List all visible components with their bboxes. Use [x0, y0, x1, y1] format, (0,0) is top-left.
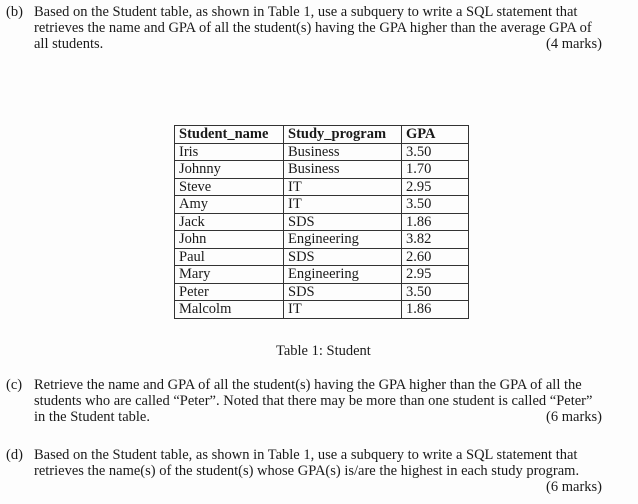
cell-gpa: 1.86	[402, 301, 469, 319]
cell-study-program: IT	[284, 301, 402, 319]
cell-student-name: Iris	[175, 143, 284, 161]
cell-gpa: 2.95	[402, 178, 469, 196]
cell-study-program: Business	[284, 161, 402, 179]
cell-gpa: 1.70	[402, 161, 469, 179]
table-row	[175, 266, 469, 284]
cell-study-program: SDS	[284, 213, 402, 231]
cell-gpa: 1.86	[402, 213, 469, 231]
table-caption: Table 1: Student	[276, 343, 371, 359]
question-text: Retrieve the name and GPA of all the student(s) having the GPA higher than the GPA of all the students who are called “Peter”. Noted that there may be more than one student is called “Peter” in the Student table.	[34, 377, 593, 425]
question-label: (c)	[6, 377, 23, 393]
table-row	[175, 161, 469, 179]
cell-student-name: Johnny	[175, 161, 284, 179]
question-marks: (4 marks)	[546, 36, 602, 52]
question-marks: (6 marks)	[546, 409, 602, 425]
cell-student-name: Malcolm	[175, 301, 284, 319]
question-label: (d)	[6, 447, 23, 463]
cell-gpa: 3.50	[402, 143, 469, 161]
cell-student-name: Jack	[175, 213, 284, 231]
table-header-row	[175, 126, 469, 144]
cell-student-name: John	[175, 231, 284, 249]
cell-study-program: IT	[284, 196, 402, 214]
header-study-program: Study_program	[284, 126, 402, 144]
cell-study-program: Engineering	[284, 231, 402, 249]
table-row	[175, 231, 469, 249]
table-row	[175, 178, 469, 196]
table-row	[175, 143, 469, 161]
cell-study-program: SDS	[284, 283, 402, 301]
question-marks: (6 marks)	[546, 479, 602, 495]
cell-student-name: Amy	[175, 196, 284, 214]
question-label: (b)	[6, 4, 23, 20]
table-row	[175, 283, 469, 301]
cell-gpa: 2.60	[402, 248, 469, 266]
cell-student-name: Mary	[175, 266, 284, 284]
cell-gpa: 3.50	[402, 283, 469, 301]
cell-gpa: 3.82	[402, 231, 469, 249]
cell-student-name: Peter	[175, 283, 284, 301]
cell-study-program: IT	[284, 178, 402, 196]
table-row	[175, 248, 469, 266]
student-table	[174, 125, 469, 319]
cell-gpa: 3.50	[402, 196, 469, 214]
cell-study-program: Business	[284, 143, 402, 161]
question-d	[6, 447, 602, 495]
header-student-name: Student_name	[175, 126, 284, 144]
cell-gpa: 2.95	[402, 266, 469, 284]
table-row	[175, 196, 469, 214]
question-c	[6, 377, 602, 425]
cell-student-name: Steve	[175, 178, 284, 196]
cell-study-program: Engineering	[284, 266, 402, 284]
question-text: Based on the Student table, as shown in Table 1, use a subquery to write a SQL statement that retrieves the name and GPA of all the student(s) having the GPA higher than the average GPA of all students.	[34, 4, 592, 52]
question-b	[6, 4, 602, 52]
question-text: Based on the Student table, as shown in Table 1, use a subquery to write a SQL statement that retrieves the name(s) of the student(s) whose GPA(s) is/are the highest in each study program.	[34, 447, 580, 479]
table-row	[175, 301, 469, 319]
header-gpa: GPA	[402, 126, 469, 144]
cell-study-program: SDS	[284, 248, 402, 266]
table-row	[175, 213, 469, 231]
cell-student-name: Paul	[175, 248, 284, 266]
